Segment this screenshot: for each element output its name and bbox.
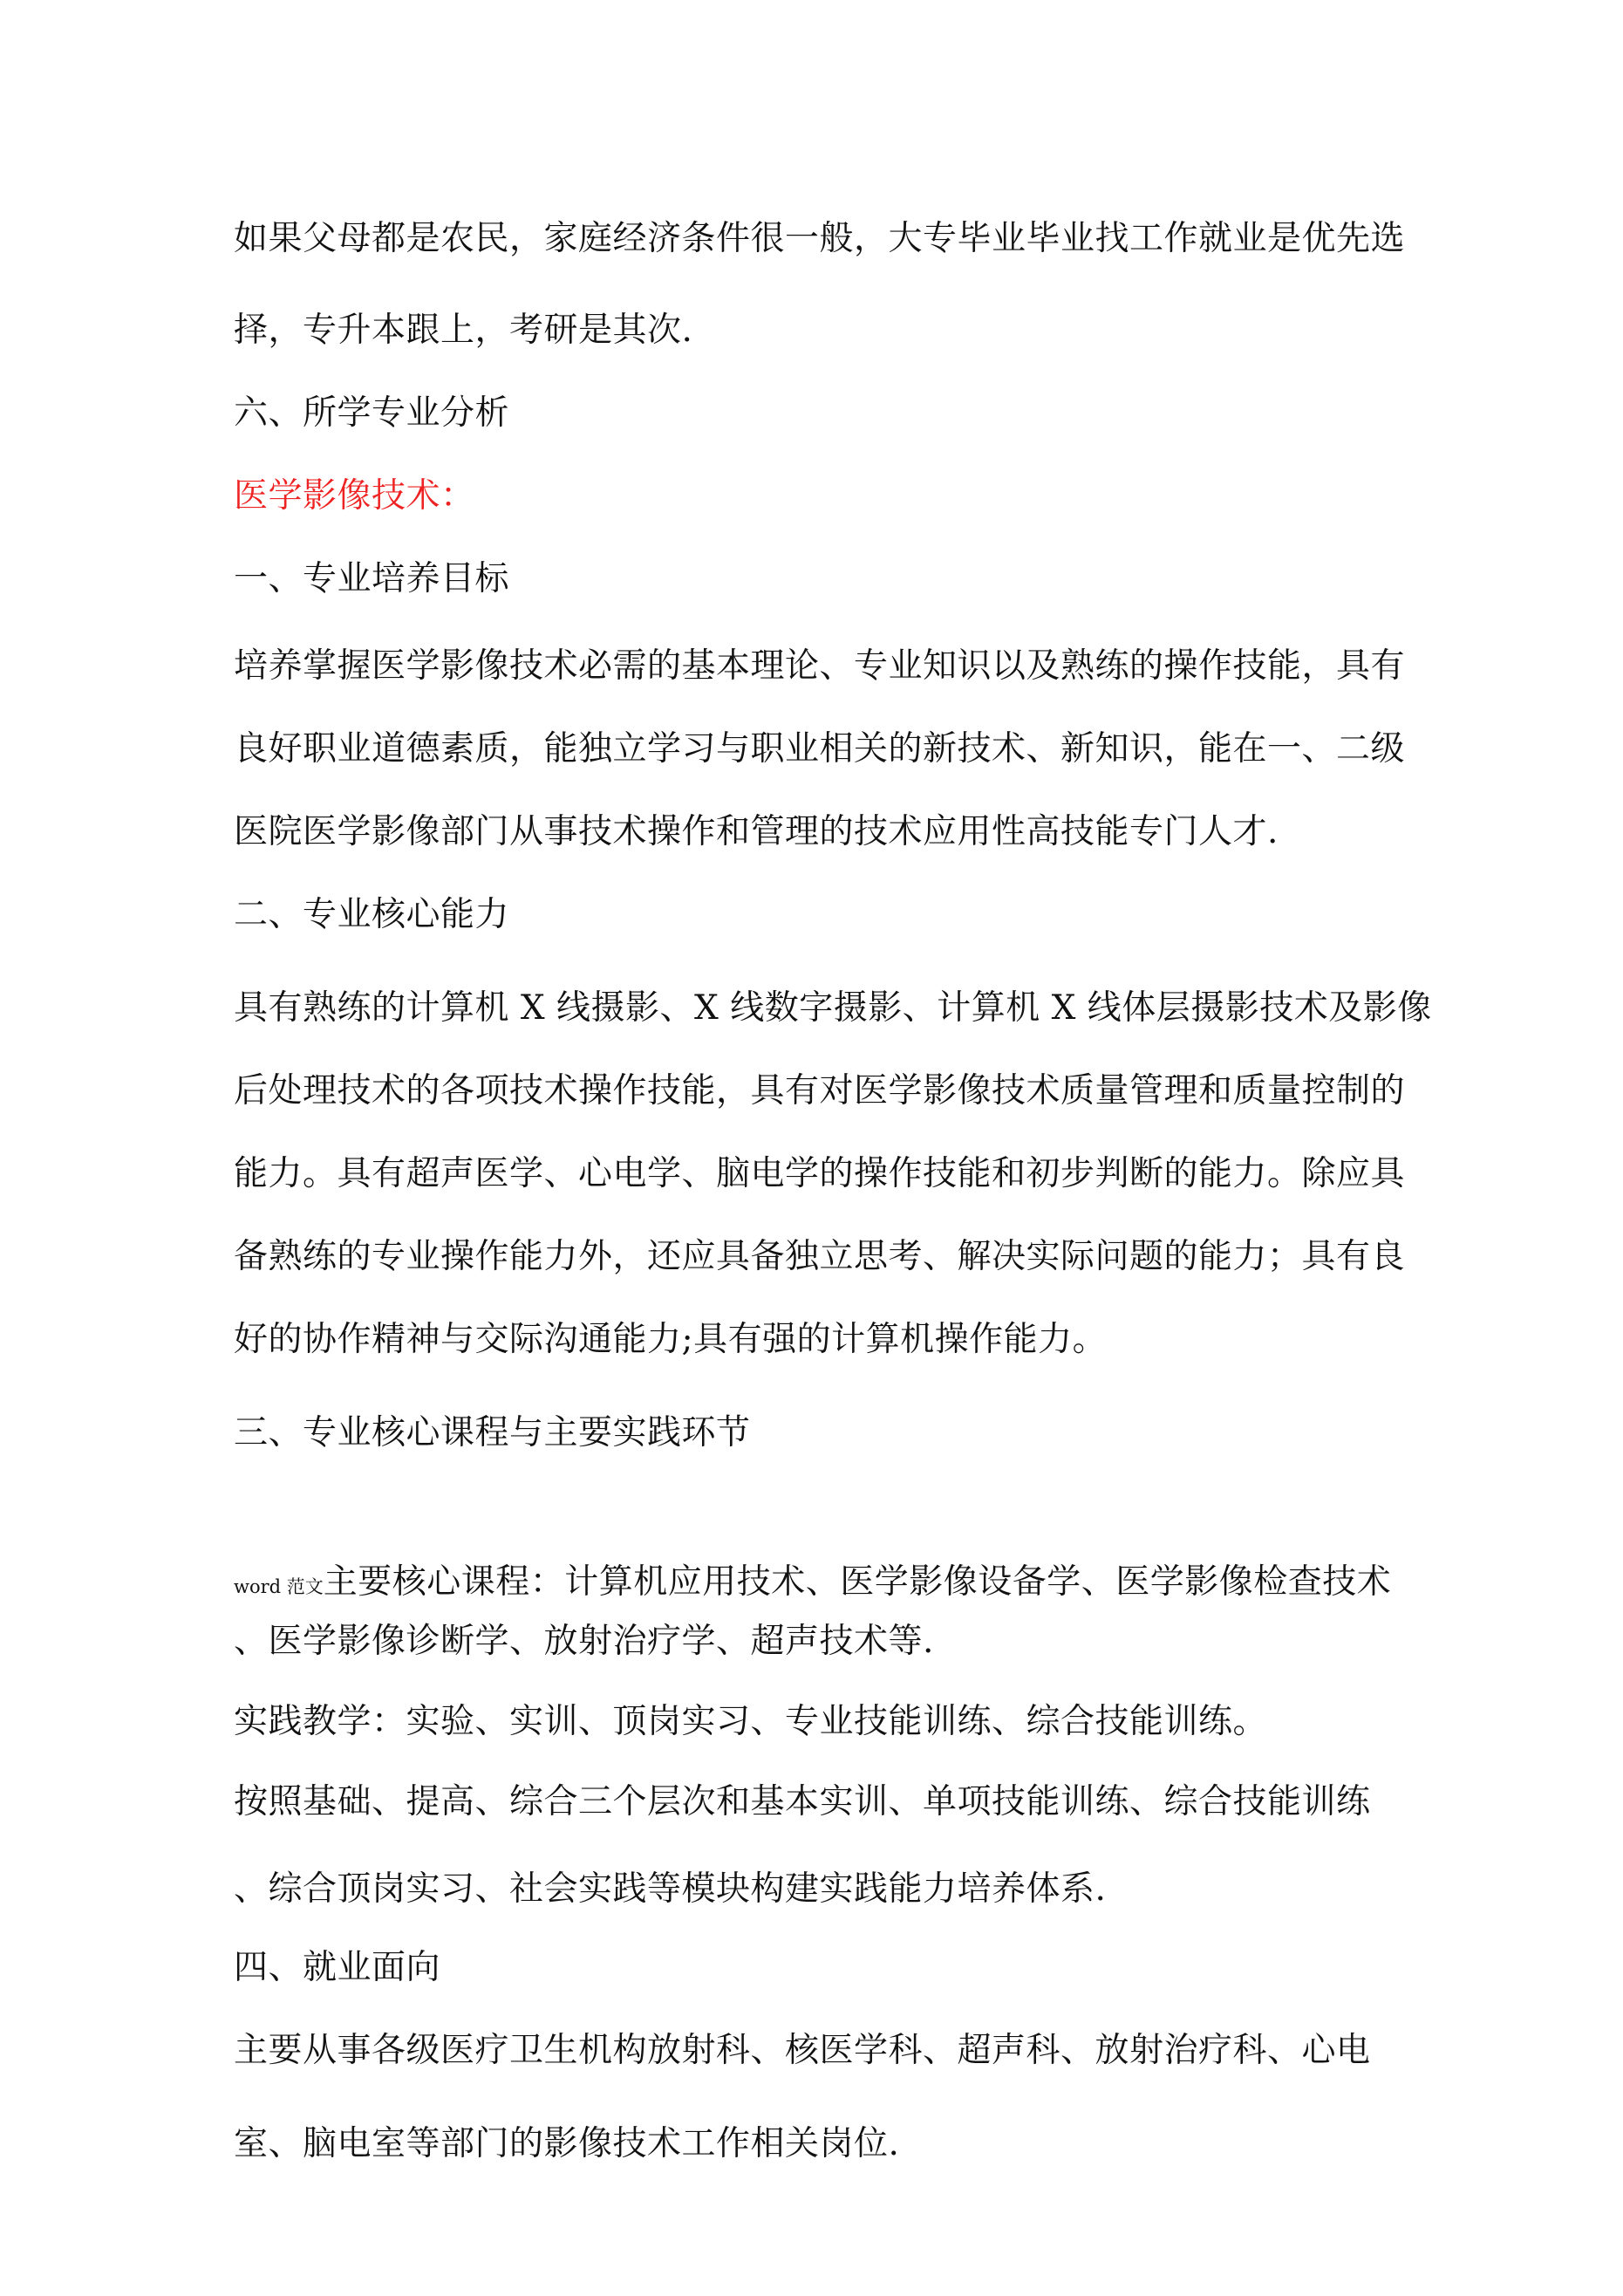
ability-line-2: 后处理技术的各项技术操作技能，具有对医学影像技术质量管理和质量控制的 <box>234 1071 1406 1110</box>
ability-line-4: 备熟练的专业操作能力外，还应具备独立思考、解决实际问题的能力；具有良 <box>234 1237 1406 1276</box>
core-courses-line-2: 、医学影像诊断学、放射治疗学、超声技术等. <box>234 1622 934 1661</box>
core-courses-text: 主要核心课程：计算机应用技术、医学影像设备学、医学影像检查技术 <box>323 1562 1392 1602</box>
ability-line-5: 好的协作精神与交际沟通能力;具有强的计算机操作能力。 <box>234 1320 1108 1359</box>
watermark-label: word 范文 <box>234 1576 324 1597</box>
ability-line-1: 具有熟练的计算机 X 线摄影、X 线数字摄影、计算机 X 线体层摄影技术及影像 <box>234 988 1432 1028</box>
section-heading-analysis: 六、所学专业分析 <box>234 393 510 433</box>
practice-system-line-1: 按照基础、提高、综合三个层次和基本实训、单项技能训练、综合技能训练 <box>234 1782 1371 1821</box>
ability-line-3: 能力。具有超声医学、心电学、脑电学的操作技能和初步判断的能力。除应具 <box>234 1154 1406 1193</box>
goal-line-3: 医院医学影像部门从事技术操作和管理的技术应用性高技能专门人才. <box>234 812 1279 851</box>
employment-line-1: 主要从事各级医疗卫生机构放射科、核医学科、超声科、放射治疗科、心电 <box>234 2031 1371 2070</box>
goal-line-1: 培养掌握医学影像技术必需的基本理论、专业知识以及熟练的操作技能，具有 <box>234 646 1406 686</box>
core-courses-line-1 <box>234 1560 1402 1605</box>
courses-heading: 三、专业核心课程与主要实践环节 <box>234 1413 751 1452</box>
goal-heading: 一、专业培养目标 <box>234 559 510 598</box>
major-title: 医学影像技术： <box>234 476 475 516</box>
practice-teaching: 实践教学：实验、实训、顶岗实习、专业技能训练、综合技能训练。 <box>234 1702 1268 1741</box>
practice-system-line-2: 、综合顶岗实习、社会实践等模块构建实践能力培养体系. <box>234 1869 1107 1909</box>
goal-line-2: 良好职业道德素质，能独立学习与职业相关的新技术、新知识，能在一、二级 <box>234 729 1406 769</box>
employment-line-2: 室、脑电室等部门的影像技术工作相关岗位. <box>234 2124 900 2163</box>
intro-line-1: 如果父母都是农民，家庭经济条件很一般，大专毕业毕业找工作就业是优先选 <box>234 219 1406 258</box>
employment-heading: 四、就业面向 <box>234 1948 441 1987</box>
ability-heading: 二、专业核心能力 <box>234 895 510 934</box>
intro-line-2: 择，专升本跟上，考研是其次. <box>234 311 693 350</box>
